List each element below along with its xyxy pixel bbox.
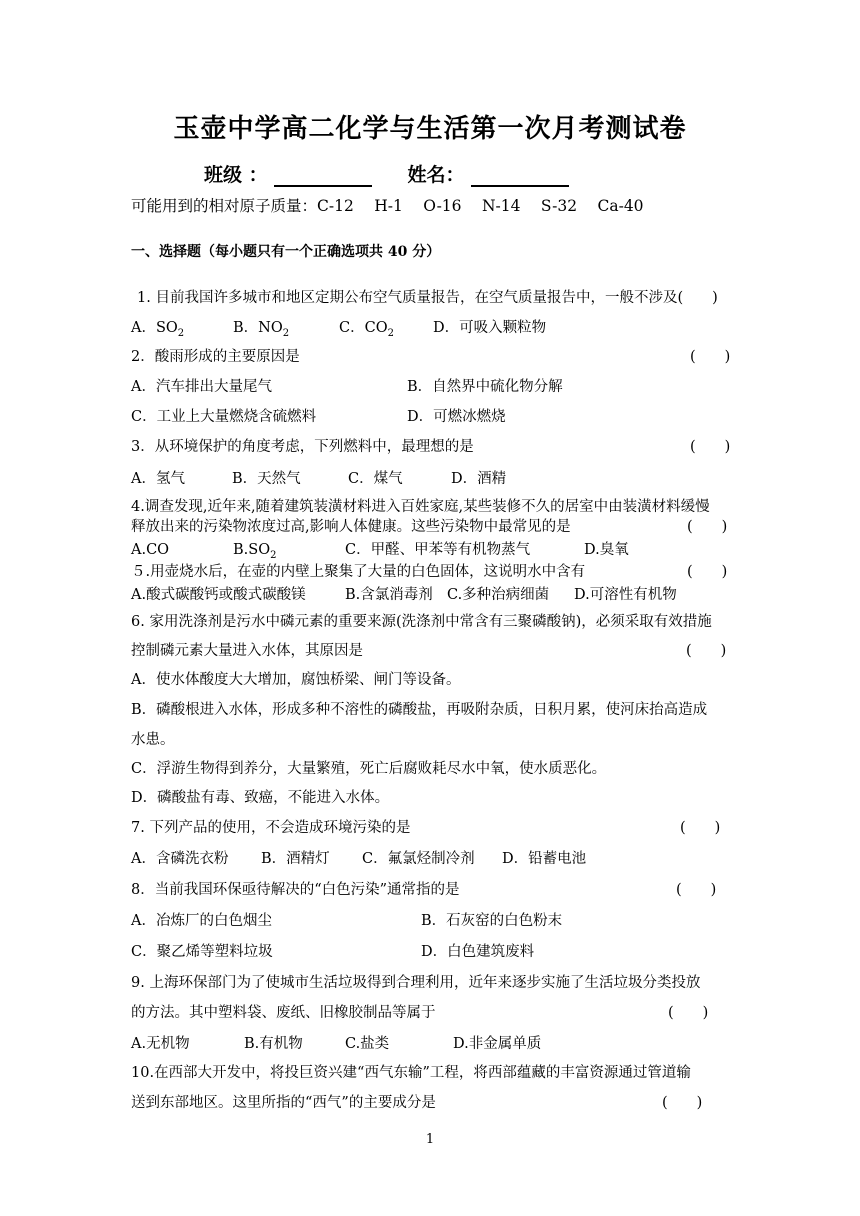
q9-stem-line1: 9. 上海环保部门为了使城市生活垃圾得到合理利用，近年来逐步实施了生活垃圾分类投放 (131, 975, 701, 991)
q5-stem: ５.用壶烧水后，在壶的内壁上聚集了大量的白色固体，这说明水中含有 (131, 564, 586, 580)
q6-answer-paren[interactable]: ( ) (686, 643, 727, 659)
q6-option-b-line2: 水患。 (131, 732, 175, 748)
q4-option-b-sub: 2 (270, 549, 277, 561)
q3-answer-paren[interactable]: ( ) (690, 439, 731, 455)
q9-stem-line2: 的方法。其中塑料袋、废纸、旧橡胶制品等属于 (131, 1005, 436, 1021)
q4-stem-line1: 4.调查发现,近年来,随着建筑装潢材料进入百姓家庭,某些装修不久的居室中由装潢材料缓慢 (131, 499, 710, 515)
q4-option-a: A.CO (131, 542, 170, 558)
q1-option-a-sub: 2 (177, 327, 185, 339)
q4-option-b-text: B.SO (233, 542, 271, 558)
q6-option-c: C．浮游生物得到养分，大量繁殖，死亡后腐败耗尽水中氧，使水质恶化。 (131, 761, 607, 777)
student-info-row (204, 160, 569, 187)
q1-option-a (131, 318, 184, 344)
class-blank[interactable] (274, 165, 372, 187)
q3-option-c: C．煤气 (348, 471, 403, 487)
q3-stem: 3．从环境保护的角度考虑，下列燃料中，最理想的是 (131, 439, 474, 455)
q3-option-d: D．酒精 (451, 471, 507, 487)
q1-option-c-text: C．CO (339, 320, 388, 336)
q3-option-a: A．氢气 (131, 471, 185, 487)
class-label: 班级 ： (204, 164, 268, 186)
atomic-masses: 可能用到的相对原子质量：C-12 H-1 O-16 N-14 S-32 Ca-40 (131, 197, 644, 215)
q6-option-d: D．磷酸盐有毒、致癌，不能进入水体。 (131, 790, 390, 806)
q9-answer-paren[interactable]: ( ) (668, 1005, 709, 1021)
q6-stem-line2: 控制磷元素大量进入水体，其原因是 (131, 643, 363, 659)
q7-option-b: B．酒精灯 (261, 851, 330, 867)
q2-option-a: A．汽车排出大量尾气 (131, 379, 272, 395)
q6-option-a: A．使水体酸度大大增加，腐蚀桥梁、闸门等设备。 (131, 672, 461, 688)
name-label: 姓名： (407, 164, 465, 186)
q2-option-b: B．自然界中硫化物分解 (407, 379, 563, 395)
q5-option-c: C.多种治病细菌 (447, 587, 550, 603)
q10-answer-paren[interactable]: ( ) (662, 1095, 703, 1111)
q8-option-b: B．石灰窑的白色粉末 (421, 913, 563, 929)
q5-option-a: A.酸式碳酸钙或酸式碳酸镁 (131, 587, 306, 603)
q7-option-c: C．氟氯烃制冷剂 (362, 851, 475, 867)
q4-stem-line2: 释放出来的污染物浓度过高,影响人体健康。这些污染物中最常见的是 (131, 519, 571, 535)
q2-answer-paren[interactable]: ( ) (690, 349, 731, 365)
q7-stem: 7. 下列产品的使用，不会造成环境污染的是 (131, 820, 411, 836)
q1-option-b-text: B．NO (233, 320, 283, 336)
q7-answer-paren[interactable]: ( ) (680, 820, 721, 836)
q2-option-d: D．可燃冰燃烧 (407, 409, 506, 425)
section-heading: 一、选择题（每小题只有一个正确选项共 40 分） (131, 244, 441, 260)
name-blank[interactable] (471, 165, 569, 187)
q5-option-b: B.含氯消毒剂 (345, 587, 433, 603)
q4-answer-paren[interactable]: ( ) (687, 519, 728, 535)
q5-answer-paren[interactable]: ( ) (687, 564, 728, 580)
q6-stem-line1: 6. 家用洗涤剂是污水中磷元素的重要来源(洗涤剂中常含有三聚磷酸钠)，必须采取有效措施 (131, 614, 712, 630)
q1-stem: 1. 目前我国许多城市和地区定期公布空气质量报告，在空气质量报告中，一般不涉及( ) (137, 290, 718, 306)
q1-option-d: D．可吸入颗粒物 (433, 320, 547, 336)
q1-option-c (339, 318, 394, 344)
q7-option-d: D．铅蓄电池 (502, 851, 587, 867)
q9-option-a: A.无机物 (131, 1036, 190, 1052)
q8-option-c: C．聚乙烯等塑料垃圾 (131, 944, 273, 960)
q1-option-c-sub: 2 (387, 327, 394, 339)
q5-option-d: D.可溶性有机物 (574, 587, 677, 603)
q4-option-c: C．甲醛、甲苯等有机物蒸气 (345, 542, 531, 558)
q9-option-d: D.非金属单质 (453, 1036, 542, 1052)
page-number: 1 (425, 1132, 435, 1147)
page-title: 玉壶中学高二化学与生活第一次月考测试卷 (173, 114, 687, 144)
q1-option-b-sub: 2 (282, 327, 290, 339)
q7-option-a: A．含磷洗衣粉 (131, 851, 229, 867)
q4-option-d: D.臭氧 (584, 542, 629, 558)
q2-stem: 2．酸雨形成的主要原因是 (131, 349, 300, 365)
q9-option-b: B.有机物 (244, 1036, 303, 1052)
q10-stem-line1: 10.在西部大开发中，将投巨资兴建“西气东输”工程，将西部蕴藏的丰富资源通过管道输 (131, 1065, 691, 1081)
q8-option-a: A．冶炼厂的白色烟尘 (131, 913, 272, 929)
q1-option-b (233, 318, 289, 344)
q8-answer-paren[interactable]: ( ) (676, 882, 717, 898)
q3-option-b: B．天然气 (232, 471, 301, 487)
q6-option-b-line1: B．磷酸根进入水体，形成多种不溶性的磷酸盐，再吸附杂质，日积月累，使河床抬高造成 (131, 702, 708, 718)
q8-option-d: D．白色建筑废料 (421, 944, 535, 960)
q1-option-a-text: A．SO (131, 320, 178, 336)
q2-option-c: C．工业上大量燃烧含硫燃料 (131, 409, 317, 425)
q10-stem-line2: 送到东部地区。这里所指的“西气”的主要成分是 (131, 1095, 436, 1111)
q8-stem: 8．当前我国环保亟待解决的“白色污染”通常指的是 (131, 882, 460, 898)
q9-option-c: C.盐类 (345, 1036, 390, 1052)
